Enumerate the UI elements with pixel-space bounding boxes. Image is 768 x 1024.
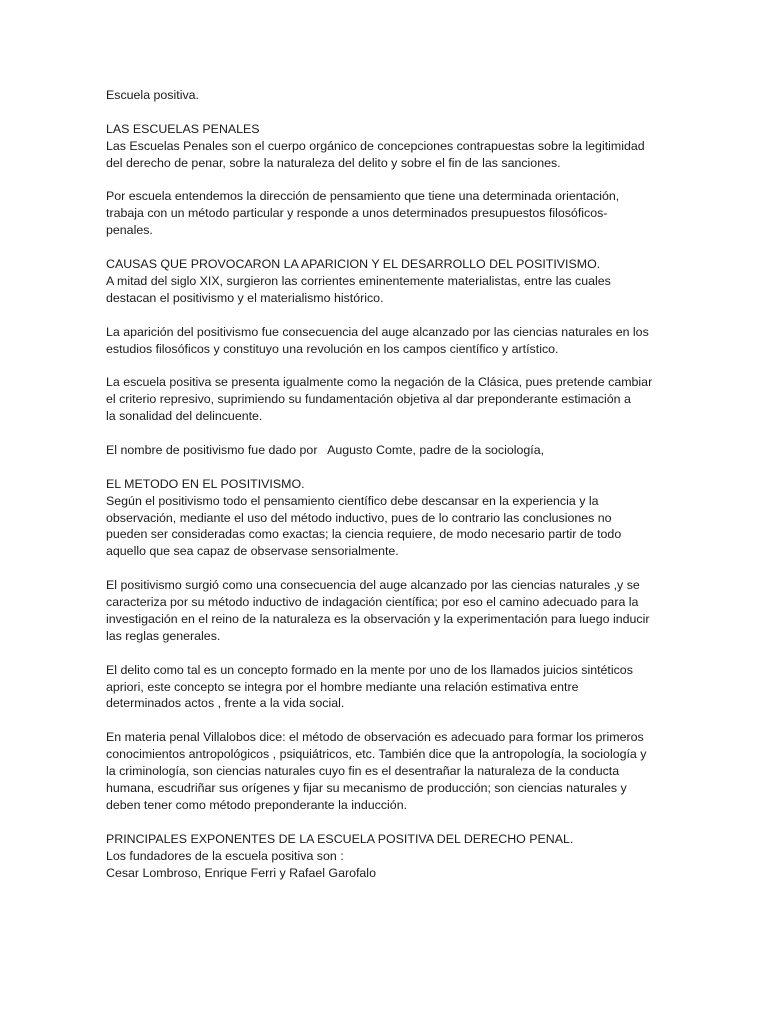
text-line: El delito como tal es un concepto formado en la mente por uno de los llamados juicios sintéticos — [106, 662, 633, 677]
section-causas — [106, 256, 708, 307]
paragraph — [106, 662, 708, 713]
text-line: penales. — [106, 223, 153, 238]
section-heading: PRINCIPALES EXPONENTES DE LA ESCUELA POSITIVA DEL DERECHO PENAL. — [106, 831, 574, 846]
text-line: el criterio represivo, suprimiendo su fundamentación objetiva al dar preponderante estimación a — [106, 392, 631, 407]
text-line: la sonalidad del delincuente. — [106, 409, 263, 424]
text-line: Escuela positiva. — [106, 88, 199, 102]
section-metodo — [106, 476, 708, 561]
text-line: la criminología, son ciencias naturales cuyo fin es el desentrañar la naturaleza de la conducta — [106, 764, 620, 779]
document-title — [106, 87, 708, 104]
paragraph — [106, 324, 708, 358]
text-line: Los fundadores de la escuela positiva son : — [106, 848, 344, 863]
paragraph — [106, 442, 708, 459]
text-line: determinados actos , frente a la vida social. — [106, 696, 345, 711]
text-line: estudios filosóficos y constituyo una revolución en los campos científico y artístico. — [106, 341, 559, 356]
text-line: conocimientos antropológicos , psiquiátricos, etc. También dice que la antropología, la sociología y — [106, 747, 647, 762]
paragraph — [106, 188, 708, 239]
text-line: investigación en el reino de la naturaleza es la observación y la experimentación para luego inducir — [106, 611, 650, 626]
text-line: deben tener como método preponderante la inducción. — [106, 797, 408, 812]
text-line: Las Escuelas Penales son el cuerpo orgánico de concepciones contrapuestas sobre la legitimidad — [106, 138, 645, 153]
text-line: La escuela positiva se presenta igualmente como la negación de la Clásica, pues pretende cambiar — [106, 375, 653, 390]
section-escuelas-penales — [106, 121, 708, 172]
text-line: del derecho de penar, sobre la naturaleza del delito y sobre el fin de las sanciones. — [106, 155, 561, 170]
text-line: Según el positivismo todo el pensamiento científico debe descansar en la experiencia y la — [106, 493, 599, 508]
section-heading: CAUSAS QUE PROVOCARON LA APARICION Y EL DESARROLLO DEL POSITIVISMO. — [106, 257, 601, 272]
text-line: apriori, este concepto se integra por el hombre mediante una relación estimativa entre — [106, 679, 579, 694]
text-line: las reglas generales. — [106, 628, 221, 643]
text-line: A mitad del siglo XIX, surgieron las corrientes eminentemente materialistas, entre las cuales — [106, 273, 611, 288]
section-heading: LAS ESCUELAS PENALES — [106, 121, 260, 136]
text-line: pueden ser consideradas como exactas; la ciencia requiere, de modo necesario partir de todo — [106, 527, 622, 542]
text-line: trabaja con un método particular y responde a unos determinados presupuestos filosóficos- — [106, 206, 608, 221]
text-line: observación, mediante el uso del método inductivo, pues de lo contrario las conclusiones no — [106, 510, 612, 525]
text-line: La aparición del positivismo fue consecuencia del auge alcanzado por las ciencias naturales en los — [106, 324, 649, 339]
text-line: En materia penal Villalobos dice: el método de observación es adecuado para formar los primeros — [106, 730, 644, 745]
section-exponentes — [106, 831, 708, 882]
paragraph — [106, 374, 708, 425]
text-line: humana, escudriñar sus orígenes y fijar su mecanismo de producción; son ciencias naturales y — [106, 781, 627, 795]
paragraph — [106, 577, 708, 645]
section-heading: EL METODO EN EL POSITIVISMO. — [106, 476, 305, 491]
text-line: destacan el positivismo y el materialismo histórico. — [106, 290, 384, 305]
text-line: El positivismo surgió como una consecuencia del auge alcanzado por las ciencias naturales ,y se — [106, 578, 640, 593]
text-line: El nombre de positivismo fue dado por Augusto Comte, padre de la sociología, — [106, 442, 545, 457]
text-line: Por escuela entendemos la dirección de pensamiento que tiene una determinada orientación, — [106, 189, 620, 204]
paragraph — [106, 729, 708, 814]
text-line: Cesar Lombroso, Enrique Ferri y Rafael Garofalo — [106, 865, 376, 880]
text-line: aquello que sea capaz de observase sensorialmente. — [106, 544, 399, 559]
text-line: caracteriza por su método inductivo de indagación científica; por eso el camino adecuado para la — [106, 595, 639, 610]
